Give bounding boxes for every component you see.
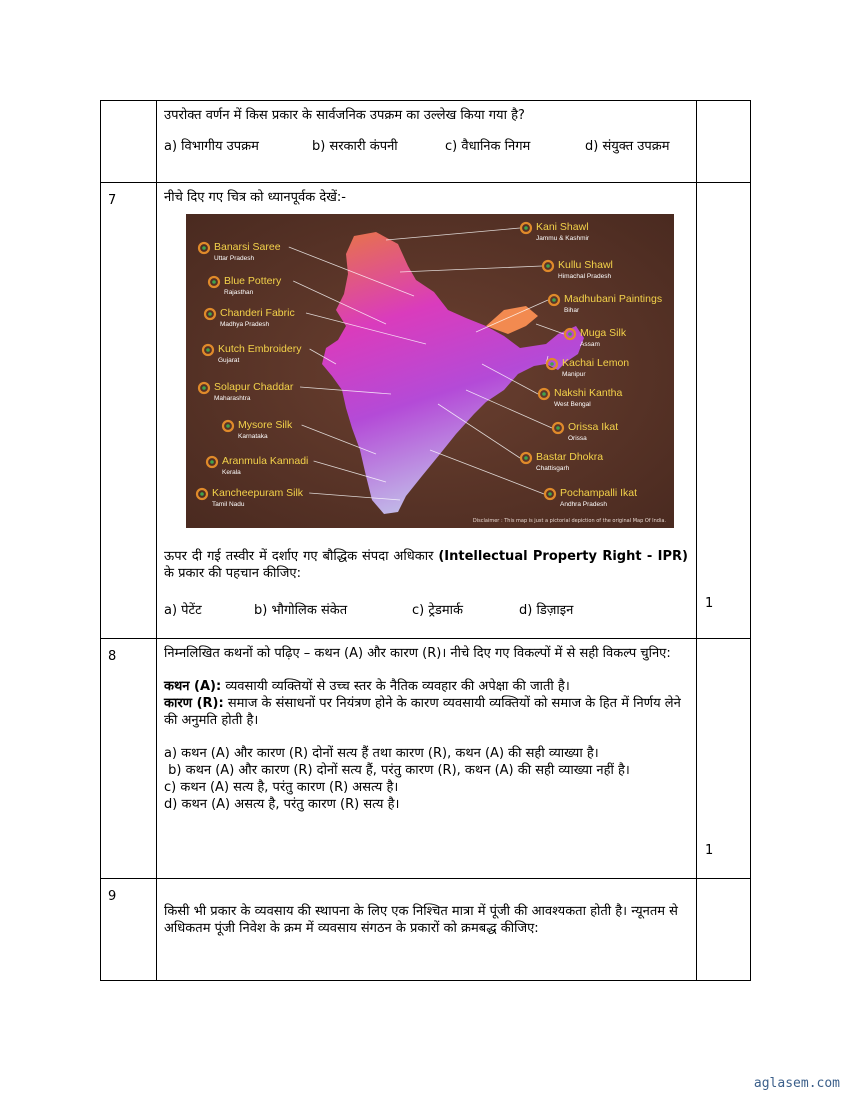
question-pre: ऊपर दी गई तस्वीर में दर्शाए गए बौद्धिक संपदा अधिकार	[164, 549, 439, 564]
marks-cell	[697, 183, 751, 639]
footer-brand: aglasem.com	[753, 1076, 840, 1091]
option-d: d) डिज़ाइन	[519, 603, 574, 618]
pin-leaf-icon	[556, 426, 560, 430]
question-number: 8	[101, 639, 157, 879]
gi-state-name: Uttar Pradesh	[214, 255, 255, 262]
pin-leaf-icon	[548, 492, 552, 496]
question-intro: नीचे दिए गए चित्र को ध्यानपूर्वक देखें:-	[164, 190, 346, 205]
options	[164, 138, 688, 155]
gi-state-name: Jammu & Kashmir	[536, 235, 590, 242]
options	[164, 602, 688, 619]
pin-leaf-icon	[202, 246, 206, 250]
reason-label: कारण (R):	[164, 696, 224, 711]
option-a: a) पेटेंट	[164, 603, 202, 618]
marks-value: 1	[705, 843, 714, 858]
pin-leaf-icon	[550, 362, 554, 366]
question-body	[157, 639, 697, 879]
gi-map-image	[186, 214, 674, 528]
option-c: c) ट्रेडमार्क	[412, 603, 463, 618]
gi-product-name: Aranmula Kannadi	[222, 455, 309, 467]
gi-state-name: West Bengal	[554, 401, 591, 408]
option-a: a) विभागीय उपक्रम	[164, 139, 259, 154]
gi-state-name: Madhya Pradesh	[220, 321, 270, 328]
gi-product-name: Madhubani Paintings	[564, 293, 663, 305]
question-row-8	[101, 639, 751, 879]
question-post: के प्रकार की पहचान कीजिए:	[164, 566, 301, 581]
question-text	[164, 548, 688, 582]
pin-leaf-icon	[226, 424, 230, 428]
gi-state-name: Andhra Pradesh	[560, 501, 607, 508]
pin-leaf-icon	[210, 460, 214, 464]
assertion-text: व्यवसायी व्यक्तियों से उच्च स्तर के नैतिक व्यवहार की अपेक्षा की जाती है।	[221, 679, 570, 694]
option-c: c) कथन (A) सत्य है, परंतु कारण (R) असत्य है।	[164, 780, 399, 795]
gi-state-name: Chattisgarh	[536, 465, 570, 472]
option-c: c) वैधानिक निगम	[445, 139, 531, 154]
gi-product-name: Kullu Shawl	[558, 259, 613, 271]
question-body	[157, 879, 697, 981]
gi-product-name: Bastar Dhokra	[536, 451, 604, 463]
gi-product-name: Mysore Silk	[238, 419, 293, 431]
question-row-9	[101, 879, 751, 981]
gi-product-name: Kutch Embroidery	[218, 343, 302, 355]
gi-product-name: Kani Shawl	[536, 221, 589, 233]
pin-leaf-icon	[212, 280, 216, 284]
question-row-6	[101, 101, 751, 183]
gi-product-name: Kancheepuram Silk	[212, 487, 304, 499]
marks-cell	[697, 101, 751, 183]
gi-state-name: Manipur	[562, 371, 586, 378]
pin-leaf-icon	[524, 456, 528, 460]
question-number: 9	[101, 879, 157, 981]
option-a: a) कथन (A) और कारण (R) दोनों सत्य हैं तथा कारण (R), कथन (A) की सही व्याख्या है।	[164, 746, 599, 761]
question-number: 7	[101, 183, 157, 639]
gi-state-name: Maharashtra	[214, 395, 251, 402]
gi-product-name: Muga Silk	[580, 327, 627, 339]
pin-leaf-icon	[200, 492, 204, 496]
gi-product-name: Nakshi Kantha	[554, 387, 623, 399]
gi-product-name: Kachai Lemon	[562, 357, 630, 369]
option-b: b) कथन (A) और कारण (R) दोनों सत्य हैं, परंतु कारण (R), कथन (A) की सही व्याख्या नहीं है।	[164, 763, 630, 778]
map-disclaimer: Disclaimer : This map is just a pictorial depiction of the original Map Of India.	[472, 518, 666, 524]
gi-product-name: Chanderi Fabric	[220, 307, 295, 319]
question-text: उपरोक्त वर्णन में किस प्रकार के सार्वजनिक उपक्रम का उल्लेख किया गया है?	[164, 108, 525, 123]
gi-state-name: Karnataka	[238, 433, 268, 440]
option-d: d) कथन (A) असत्य है, परंतु कारण (R) सत्य है।	[164, 797, 400, 812]
question-intro: निम्नलिखित कथनों को पढ़िए – कथन (A) और कारण (R)। नीचे दिए गए विकल्पों में से सही विकल्प चुनिए:	[164, 646, 671, 661]
gi-product-name: Orissa Ikat	[568, 421, 619, 433]
marks-value: 1	[705, 596, 714, 611]
question-row-7	[101, 183, 751, 639]
option-b: b) सरकारी कंपनी	[312, 139, 398, 154]
gi-state-name: Orissa	[568, 435, 587, 442]
marks-cell	[697, 639, 751, 879]
pin-leaf-icon	[542, 392, 546, 396]
india-gi-map	[186, 214, 674, 528]
gi-state-name: Tamil Nadu	[212, 501, 245, 508]
gi-state-name: Rajasthan	[224, 289, 254, 296]
gi-product-name: Solapur Chaddar	[214, 381, 294, 393]
pin-leaf-icon	[552, 298, 556, 302]
assertion	[164, 678, 688, 695]
pin-leaf-icon	[524, 226, 528, 230]
gi-state-name: Assam	[580, 341, 600, 348]
pin-leaf-icon	[568, 332, 572, 336]
question-bold: (Intellectual Property Right - IPR)	[438, 549, 688, 564]
question-table	[100, 100, 751, 981]
gi-state-name: Kerala	[222, 469, 241, 476]
pin-leaf-icon	[202, 386, 206, 390]
question-number	[101, 101, 157, 183]
pin-leaf-icon	[206, 348, 210, 352]
reason	[164, 695, 688, 729]
question-body	[157, 183, 697, 639]
gi-product-name: Blue Pottery	[224, 275, 282, 287]
question-body	[157, 101, 697, 183]
gi-product-name: Banarsi Saree	[214, 241, 281, 253]
option-d: d) संयुक्त उपक्रम	[585, 139, 670, 154]
pin-leaf-icon	[546, 264, 550, 268]
assertion-label: कथन (A):	[164, 679, 222, 694]
marks-cell	[697, 879, 751, 981]
question-text: किसी भी प्रकार के व्यवसाय की स्थापना के लिए एक निश्चित मात्रा में पूंजी की आवश्यकता होती है। न्यूनतम से अधिकतम पूंजी निवेश के क्रम में व्यवसाय संगठन के प्रकारों को क्रमबद्ध कीजिए:	[164, 904, 678, 936]
option-b: b) भौगोलिक संकेत	[254, 603, 348, 618]
gi-state-name: Bihar	[564, 307, 580, 314]
reason-text: समाज के संसाधनों पर नियंत्रण होने के कारण व्यवसायी व्यक्तियों को समाज के हित में निर्णय लेने की अनुमति होती है।	[164, 696, 681, 728]
pin-leaf-icon	[208, 312, 212, 316]
gi-state-name: Himachal Pradesh	[558, 273, 612, 280]
gi-state-name: Gujarat	[218, 357, 240, 364]
gi-product-name: Pochampalli Ikat	[560, 487, 638, 499]
